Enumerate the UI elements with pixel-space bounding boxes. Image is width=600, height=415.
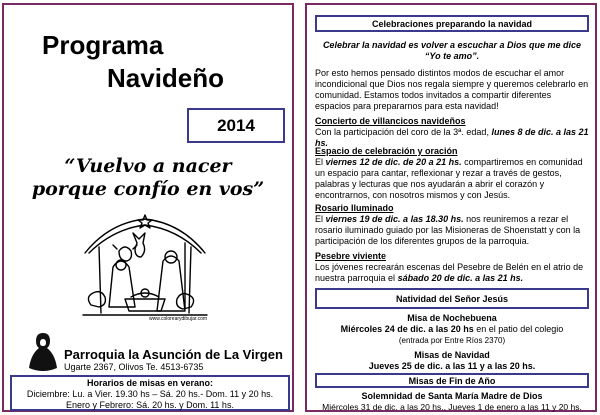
nativity-play-title: Pesebre viviente bbox=[315, 251, 387, 261]
christmas-eve-title: Misa de Nochebuena bbox=[407, 313, 497, 323]
nativity-play-section bbox=[315, 251, 589, 284]
virgin-silhouette-icon bbox=[26, 331, 60, 371]
new-year-date: Miércoles 31 de dic. a las 20 hs., Jueves 1 de enero a las 11 y 20 hs. bbox=[322, 402, 582, 412]
christmas-eve-date: Miércoles 24 de dic. a las 20 hs bbox=[340, 324, 474, 334]
new-year-mass bbox=[315, 391, 589, 413]
nativity-play-date: sábado 20 de dic. a las 21 hs. bbox=[397, 273, 524, 283]
nativity-scene-illustration bbox=[79, 213, 211, 321]
quote bbox=[315, 40, 589, 62]
title-line-1: Programa bbox=[42, 30, 164, 60]
quote-line-2: “Yo te amo”. bbox=[424, 51, 480, 61]
concert-section bbox=[315, 116, 589, 149]
prayer-text: compartiremos en comunidad un espacio para cantar, reflexionar y rezar a través de gestos, palabras y lecturas que nos ayudarán a abrir el corazón y encontrarnos, con nosotros mismos y con Jesús. bbox=[315, 157, 583, 200]
christmas-day-mass bbox=[315, 350, 589, 372]
title-line-2: Navideño bbox=[107, 63, 225, 93]
hours-summer: Enero y Febrero: Sá. 20 hs. y Dom. 11 hs. bbox=[66, 400, 234, 410]
rosary-section bbox=[315, 203, 589, 247]
year-label: 2014 bbox=[217, 115, 255, 135]
christmas-eve-place: en el patio del colegio bbox=[473, 324, 564, 334]
prayer-date: viernes 12 de dic. de 20 a 21 hs. bbox=[325, 157, 462, 167]
concert-text: Con la participación del coro de la 3ª. edad, bbox=[315, 127, 492, 137]
slogan-line-1: “Vuelvo a nacer bbox=[64, 155, 232, 177]
rosary-date: viernes 19 de dic. a las 18.30 hs. bbox=[325, 214, 464, 224]
christmas-day-title: Misas de Navidad bbox=[414, 350, 490, 360]
mass-hours-box bbox=[10, 375, 290, 411]
prayer-prefix: El bbox=[315, 157, 326, 167]
slogan-line-2: porque confío en vos” bbox=[31, 178, 265, 200]
rosary-title: Rosario Iluminado bbox=[315, 203, 394, 213]
hours-december: Diciembre: Lu. a Vier. 19.30 hs – Sá. 20 hs.- Dom. 11 y 20 hs. bbox=[26, 389, 274, 399]
program-details-panel bbox=[305, 3, 597, 412]
christmas-eve-mass bbox=[315, 313, 589, 346]
rosary-prefix: El bbox=[315, 214, 326, 224]
concert-title: Concierto de villancicos navideños bbox=[315, 116, 466, 126]
rosary-text: nos reuniremos a rezar el rosario iluminado guiado por las Misioneras de Shoenstatt y con la participación de los diferentes grupos de la parroquia. bbox=[315, 214, 581, 246]
new-year-header: Misas de Fin de Año bbox=[315, 373, 589, 388]
prayer-section bbox=[315, 146, 589, 201]
intro-text: Por esto hemos pensado distintos modos de escuchar el amor incondicional que Dios nos regala siempre y queremos celebrarlo en comunidad. Estamos todos invitados a compartir diferentes espacios para prepararnos para esta navidad! bbox=[315, 68, 589, 111]
christmas-day-date: Jueves 25 de dic. a las 11 y a las 20 hs. bbox=[368, 361, 536, 371]
parish-address: Ugarte 2367, Olivos Te. 4513-6735 bbox=[64, 362, 204, 372]
hours-title: Horarios de misas en verano: bbox=[86, 378, 214, 388]
quote-line-1: Celebrar la navidad es volver a escuchar a Dios que me dice bbox=[322, 40, 582, 50]
prayer-title: Espacio de celebración y oración bbox=[315, 146, 458, 156]
year-box bbox=[187, 108, 285, 143]
nativity-play-text: Los jóvenes recrearán escenas del Pesebre de Belén en el atrio de nuestra parroquia el bbox=[315, 262, 584, 283]
concert-date: lunes 8 de dic. a las 21 hs. bbox=[315, 127, 589, 148]
celebrations-header: Celebraciones preparando la navidad bbox=[315, 15, 589, 32]
parish-name: Parroquia la Asunción de La Virgen bbox=[64, 347, 283, 362]
new-year-title: Solemnidad de Santa María Madre de Dios bbox=[361, 391, 543, 401]
program-cover-panel bbox=[2, 3, 294, 412]
nativity-header: Natividad del Señor Jesús bbox=[315, 288, 589, 309]
image-credit: www.colorearydibujar.com bbox=[149, 316, 208, 321]
christmas-eve-note: (entrada por Entre Ríos 2370) bbox=[398, 336, 506, 345]
